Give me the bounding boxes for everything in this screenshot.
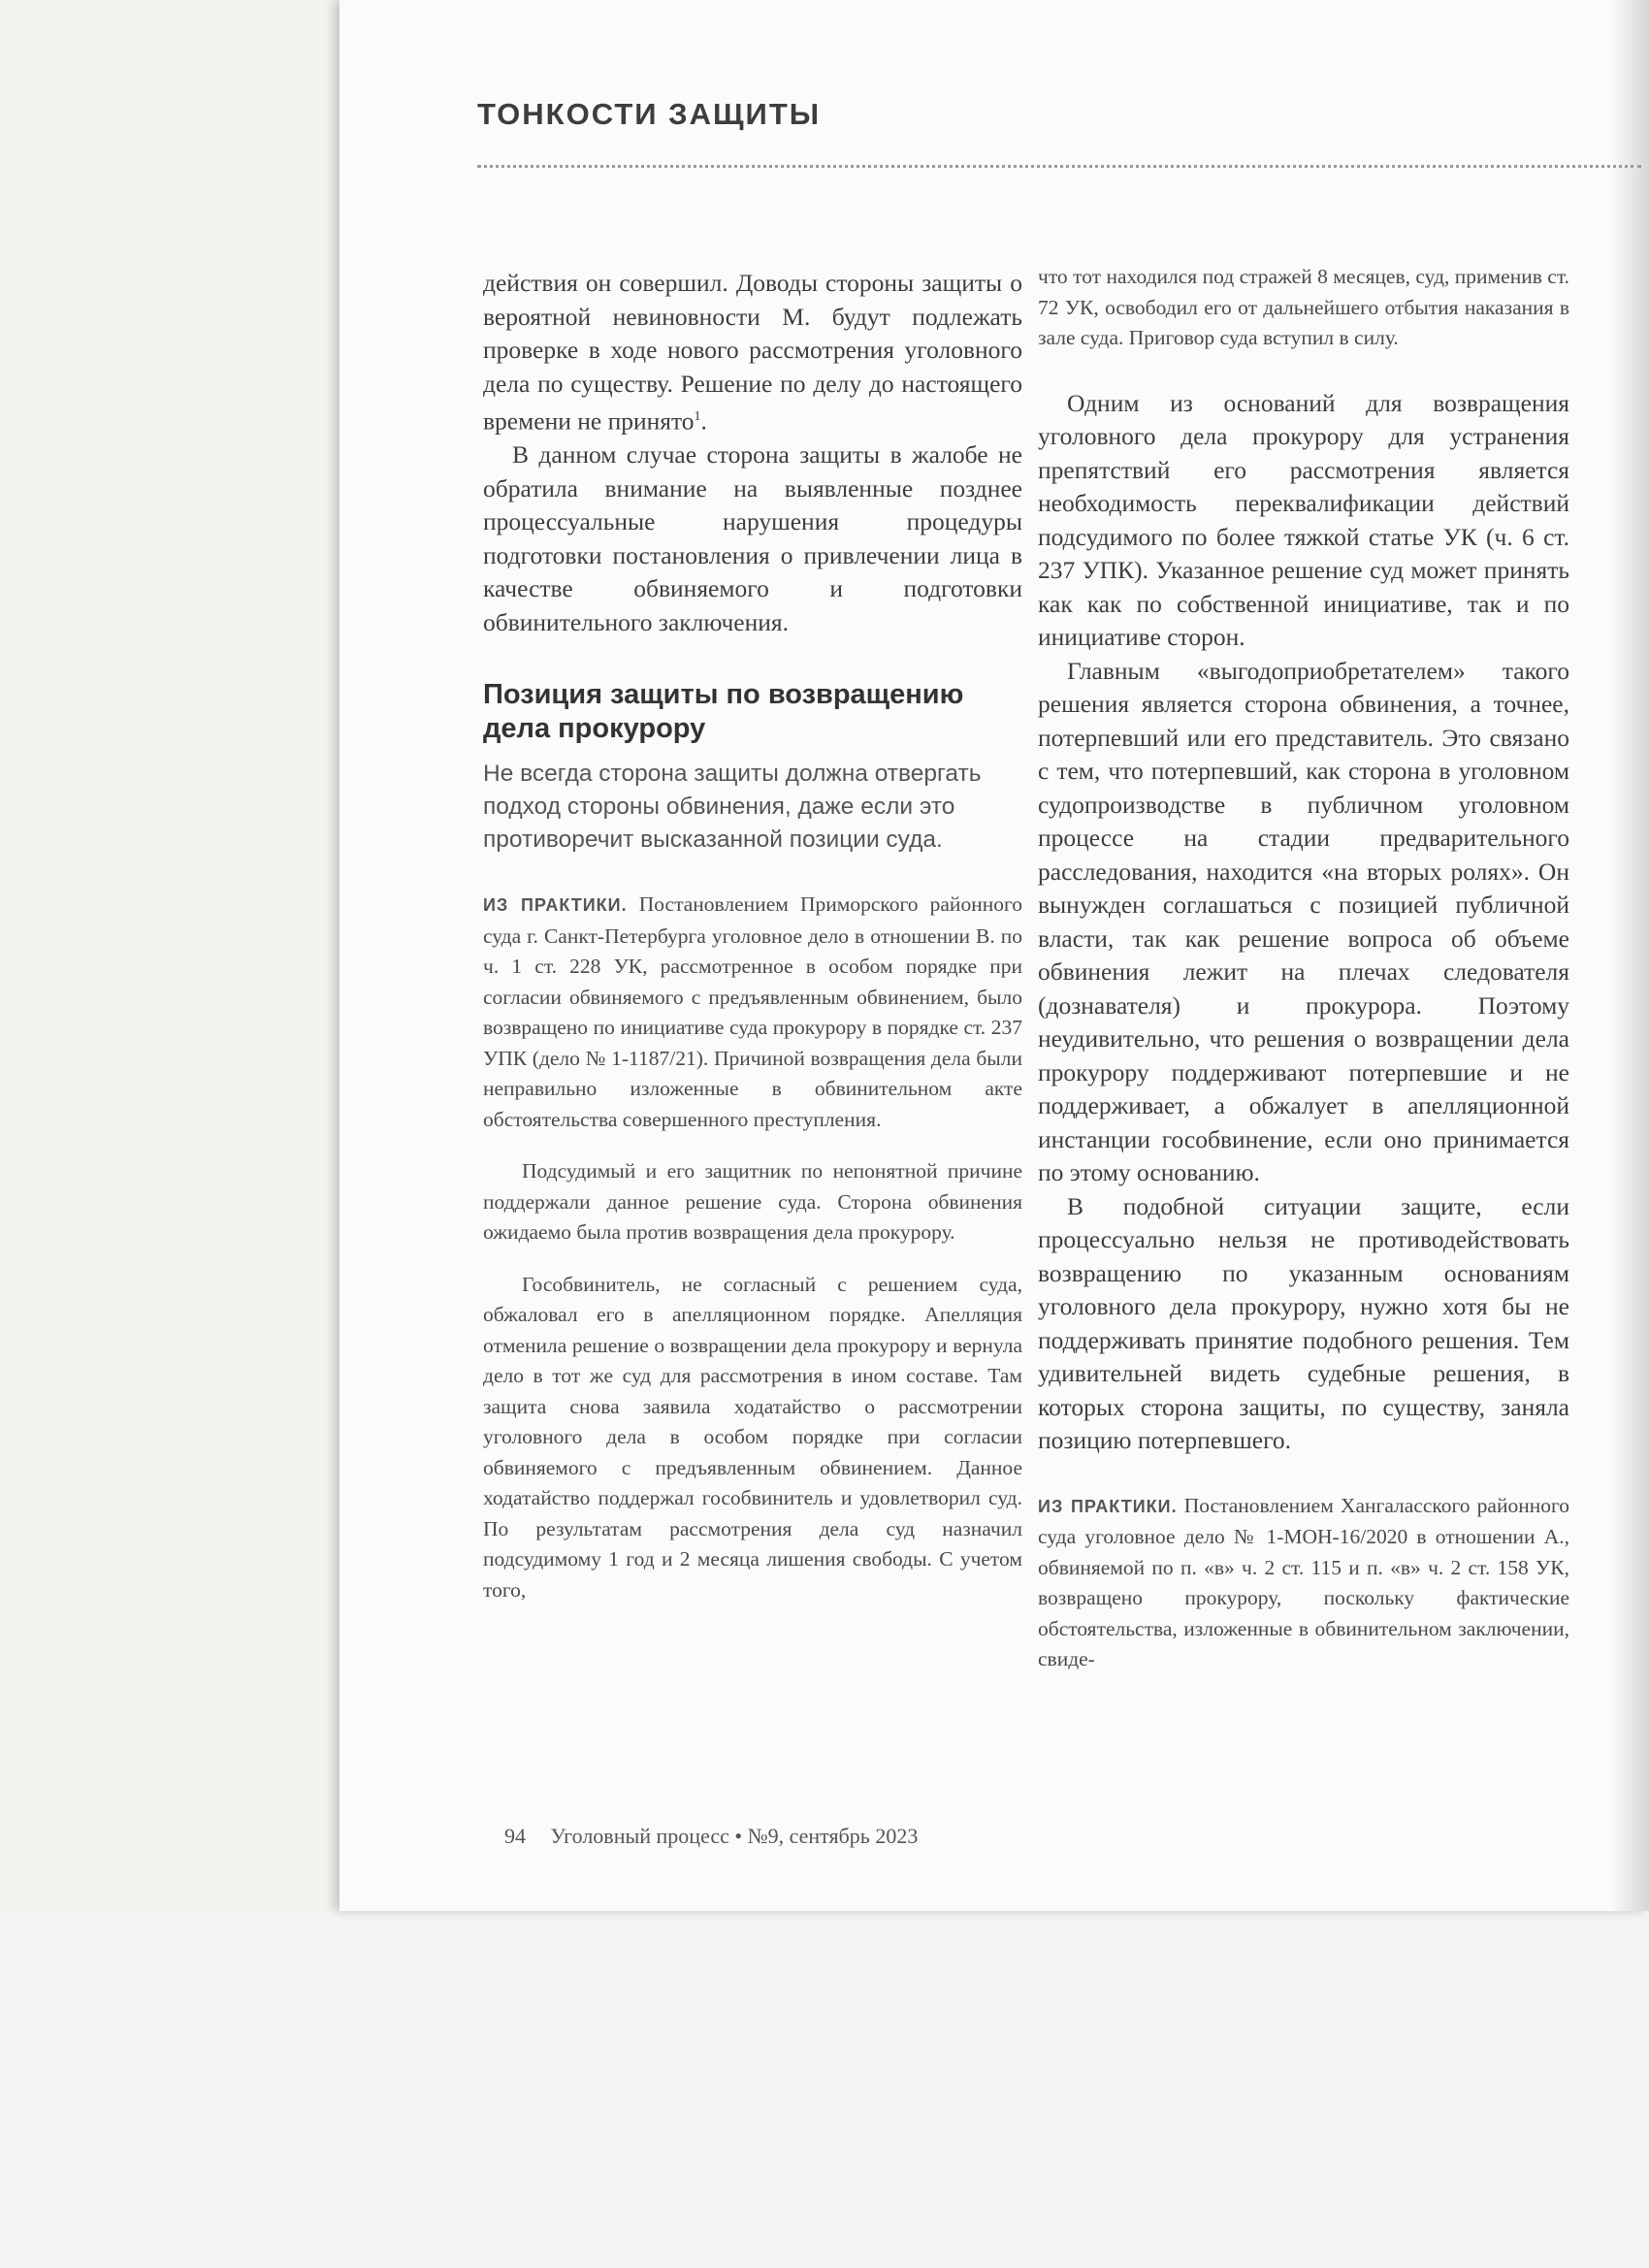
page-right-edge	[1610, 0, 1649, 1911]
practice-paragraph: Подсудимый и его защитник по непонятной причине поддержали данное решение суда. Сторона обвинения ожидаемо была против возвращения дела прокурору.	[483, 1159, 1022, 1244]
paragraph-continuation	[483, 267, 1022, 438]
practice-label: ИЗ ПРАКТИКИ.	[483, 895, 628, 915]
practice-paragraph: Гособвинитель, не согласный с решением суда, обжаловал его в апелляционном порядке. Апелляция отменила решение о возвращении дела прокурору и вернула дело в тот же суд для рассмотрения в ином составе. Там защита снова заявила ходатайство о рассмотрении уголовного дела в особом порядке при согласии обвиняемого с предъявленным обвинением. Данное ходатайство поддержал гособвинитель и удовлетворил суд. По результатам рассмотрения дела суд назначил подсудимому 1 год и 2 месяца лишения свободы. С учетом того,	[483, 1272, 1022, 1602]
practice-text: Постановлением Приморского районного суда г. Санкт-Петербурга уголовное дело в отношении В. по ч. 1 ст. 228 УК, рассмотренное в особом порядке при согласии обвиняемого с предъявленным обвинением, было возвращено по инициативе суда прокурору в порядке ст. 237 УПК (дело № 1-1187/21). Причиной возвращения дела были неправильно изложенные в обвинительном акте обстоятельства совершенного преступления.	[483, 892, 1022, 1131]
left-column	[483, 267, 1022, 1605]
scan-left-margin	[0, 0, 340, 1911]
practice-example	[483, 890, 1022, 1135]
section-title: Позиция защиты по возвращению дела прокурору	[483, 679, 964, 744]
paragraph-text: действия он совершил. Доводы стороны защиты о вероятной невиновности М. будут подлежать проверке в ходе нового рассмотрения уголовного дела по существу. Решение по делу до настоящего времени не принято	[483, 269, 1022, 436]
journal-info: Уголовный процесс • №9, сентябрь 2023	[550, 1824, 919, 1848]
practice-text: Постановлением Хангаласского районного суда уголовное дело № 1-МОН-16/2020 в отношении А., обвиняемой по п. «в» ч. 2 ст. 115 и п. «в» ч. 2 ст. 158 УК, возвращено прокурору, поскольку фактические обстоятельства, изложенные в обвинительном заключении, свиде-	[1038, 1493, 1569, 1670]
footnote-marker: 1	[694, 409, 701, 424]
practice-label: ИЗ ПРАКТИКИ.	[1038, 1496, 1178, 1516]
paragraph-end: .	[700, 406, 707, 436]
paragraph: В подобной ситуации защите, если процессуально нельзя не противодействовать возвращению по указанным основаниям уголовного дела прокурору, нужно хотя бы не поддерживать принятие подобного решения. Тем удивительней видеть судебные решения, в которых сторона защиты, по существу, заняла позицию потерпевшего.	[1038, 1191, 1569, 1454]
practice-example	[1038, 1491, 1569, 1675]
practice-continuation: что тот находился под стражей 8 месяцев, суд, применив ст. 72 УК, освободил его от дальнейшего отбытия наказания в зале суда. Приговор суда вступил в силу.	[1038, 265, 1569, 349]
running-header: ТОНКОСТИ ЗАЩИТЫ	[477, 97, 822, 131]
right-column	[1038, 262, 1569, 1675]
page-footer	[504, 1824, 918, 1849]
paragraph: Одним из оснований для возвращения уголовного дела прокурору для устранения препятствий его рассмотрения является необходимость переквалификации действий подсудимого по более тяжкой статье УК (ч. 6 ст. 237 УПК). Указанное решение суд может принять как как по собственной инициативе, так и по инициативе сторон.	[1038, 388, 1569, 651]
header-divider	[477, 165, 1641, 168]
paragraph: В данном случае сторона защиты в жалобе не обратила внимание на выявленные позднее процессуальные нарушения процедуры подготовки постановления о привлечении лица в качестве обвиняемого и подготовки обвинительного заключения.	[483, 440, 1022, 636]
page-number: 94	[504, 1824, 526, 1848]
section-lead: Не всегда сторона защиты должна отвергать подход стороны обвинения, даже если это противоречит высказанной позиции суда.	[483, 761, 982, 853]
paragraph: Главным «выгодоприобретателем» такого решения является сторона обвинения, а точнее, потерпевший или его представитель. Это связано с тем, что потерпевший, как сторона в уголовном судопроизводстве в публичном уголовном процессе на стадии предварительного расследования, находится «на вторых ролях». Он вынужден соглашаться с позицией публичной власти, так как решение вопроса об объеме обвинения лежит на плечах следователя (дознавателя) и прокурора. Поэтому неудивительно, что решения о возвращении дела прокурору поддерживают потерпевшие и не поддерживает, а обжалует в апелляционной инстанции гособвинение, если оно принимается по этому основанию.	[1038, 656, 1569, 1186]
